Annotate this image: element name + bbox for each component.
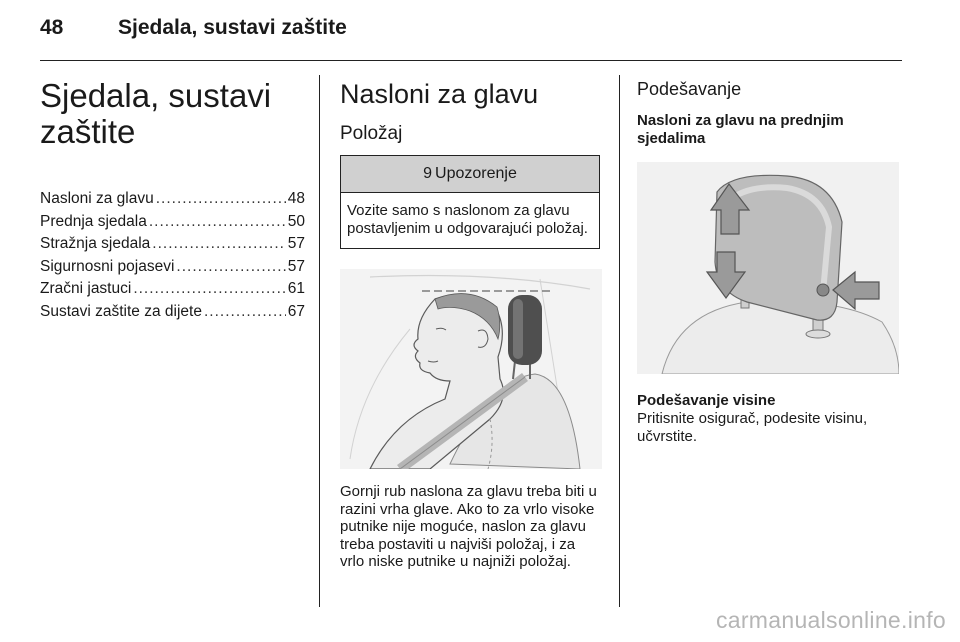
- column-divider-left: [319, 75, 320, 607]
- position-heading: Položaj: [340, 123, 403, 144]
- toc-item-seat-belts[interactable]: Sigurnosni pojasevi ..... 57: [40, 258, 305, 281]
- toc-item-rear-seats[interactable]: Stražnja sjedala ..... 57: [40, 235, 305, 258]
- warning-text: Vozite samo s naslonom za glavu postavljenim u odgovarajući položaj.: [347, 202, 588, 237]
- toc-item-front-seats[interactable]: Prednja sjedala ..... 50: [40, 213, 305, 236]
- chapter-title: Sjedala, sustavi zaštite: [40, 77, 272, 150]
- column-divider-right: [619, 75, 620, 607]
- watermark: carmanualsonline.info: [715, 607, 946, 633]
- toc-item-child-restraints[interactable]: Sustavi zaštite za dijete ..... 67: [40, 303, 305, 326]
- adjustment-title: Podešavanje: [637, 79, 742, 99]
- headrest-adjustment-illustration: [637, 162, 899, 374]
- warning-box: [340, 155, 600, 249]
- header-rule: [40, 60, 902, 61]
- height-adjustment-text: Pritisnite osigurač, podesite visinu, učvrstite.: [637, 410, 868, 445]
- toc-item-headrests[interactable]: Nasloni za glavu ..... 48: [40, 190, 305, 213]
- page-number: 48: [40, 16, 64, 39]
- page-header: [40, 16, 347, 40]
- warning-title: Upozorenje: [435, 165, 517, 182]
- running-title: Sjedala, sustavi zaštite: [118, 16, 347, 39]
- chapter-column: [40, 78, 305, 325]
- toc-item-airbags[interactable]: Zračni jastuci ..... 61: [40, 280, 305, 303]
- section-title: Nasloni za glavu: [340, 79, 539, 109]
- front-headrest-heading: Nasloni za glavu na prednjim sjedalima: [637, 112, 844, 147]
- warning-header: [341, 156, 599, 193]
- adjustment-column: [637, 78, 905, 446]
- table-of-contents: [40, 190, 305, 325]
- headrest-column: [340, 78, 602, 571]
- warning-icon: 9: [423, 165, 433, 182]
- headrest-position-paragraph: Gornji rub naslona za glavu treba biti u razini vrha glave. Ako to za vrlo visoke putnike nije moguće, naslon za glavu treba postaviti u najviši položaj, i za vrlo niske putnike u najniži položaj.: [340, 483, 597, 570]
- height-adjustment-heading: Podešavanje visine: [637, 392, 776, 409]
- passenger-headrest-illustration: [340, 269, 602, 469]
